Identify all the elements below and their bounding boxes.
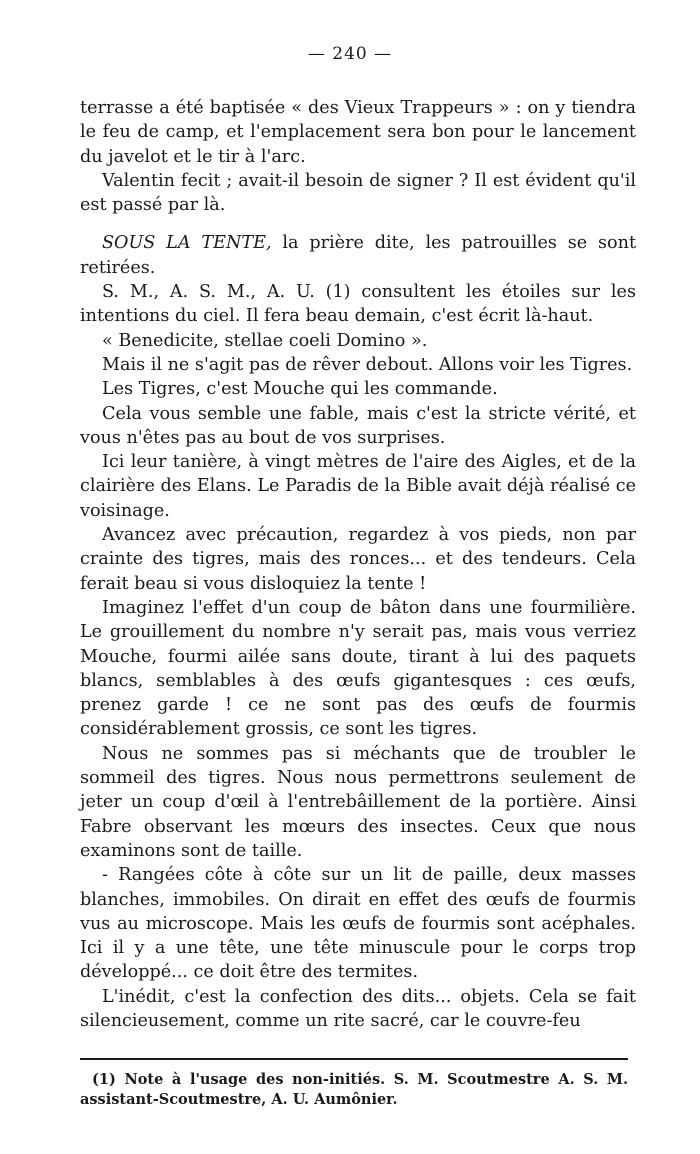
page-number: — 240 — — [307, 44, 393, 64]
footnote-divider — [80, 1058, 628, 1060]
paragraph: Les Tigres, c'est Mouche qui les commande. — [102, 379, 498, 400]
footnote — [80, 1070, 628, 1110]
body-text — [80, 96, 636, 1033]
section-heading: SOUS LA TENTE, — [102, 233, 272, 254]
paragraph: L'inédit, c'est la confection des dits... objets. Cela se fait silencieusement, comme un rite sacré, car le couvre-feu — [80, 986, 636, 1031]
paragraph: Valentin fecit ; avait-il besoin de signer ? Il est évident qu'il est passé par là. — [80, 170, 636, 216]
paragraph: S. M., A. S. M., A. U. (1) consultent les étoiles sur les intentions du ciel. Il fera beau demain, c'est écrit là-haut. — [80, 282, 636, 327]
paragraph: Ici leur tanière, à vingt mètres de l'aire des Aigles, et de la clairière des Elans. Le Paradis de la Bible avait déjà réalisé ce voisinage. — [80, 452, 636, 521]
paragraph-text: la prière dite, les patrouilles se sont retirées. — [80, 233, 637, 278]
paragraph: Nous ne sommes pas si méchants que de troubler le sommeil des tigres. Nous nous permettrons seulement de jeter un coup d'œil à l'entrebâillement de la portière. Ainsi Fabre observant les mœurs des insectes. Ceux que nous examinons sont de taille. — [80, 743, 636, 861]
paragraph: - Rangées côte à côte sur un lit de paille, deux masses blanches, immobiles. On dirait en effet des œufs de fourmis vus au microscope. Mais les œufs de fourmis sont acéphales. Ici il y a une tête, une tête minuscule pour le corps trop développé... ce doit être des termites. — [80, 865, 636, 983]
paragraph: Mais il ne s'agit pas de rêver debout. Allons voir les Tigres. — [102, 354, 633, 375]
paragraph: Cela vous semble une fable, mais c'est la stricte vérité, et vous n'êtes pas au bout de vos surprises. — [80, 403, 636, 448]
paragraph: « Benedicite, stellae coeli Domino ». — [102, 330, 428, 351]
paragraph — [80, 231, 636, 280]
paragraph: Imaginez l'effet d'un coup de bâton dans une fourmilière. Le grouillement du nombre n'y serait pas, mais vous verriez Mouche, fourmi ailée sans doute, tirant à lui des paquets blancs, semblables à des œufs gigantesques : ces œufs, prenez garde ! ce ne sont pas des œufs de fourmis considérablement grossis, ce sont les tigres. — [80, 597, 636, 740]
footnote-text: (1) Note à l'usage des non-initiés. S. M. Scoutmestre A. S. M. assistant-Scoutmestre, A. U. Aumônier. — [80, 1071, 628, 1108]
paragraph: terrasse a été baptisée « des Vieux Trappeurs » : on y tiendra le feu de camp, et l'emplacement sera bon pour le lancement du javelot et le tir à l'arc. — [80, 98, 636, 167]
paragraph: Avancez avec précaution, regardez à vos pieds, non par crainte des tigres, mais des ronces... et des tendeurs. Cela ferait beau si vous disloquiez la tente ! — [80, 525, 636, 594]
